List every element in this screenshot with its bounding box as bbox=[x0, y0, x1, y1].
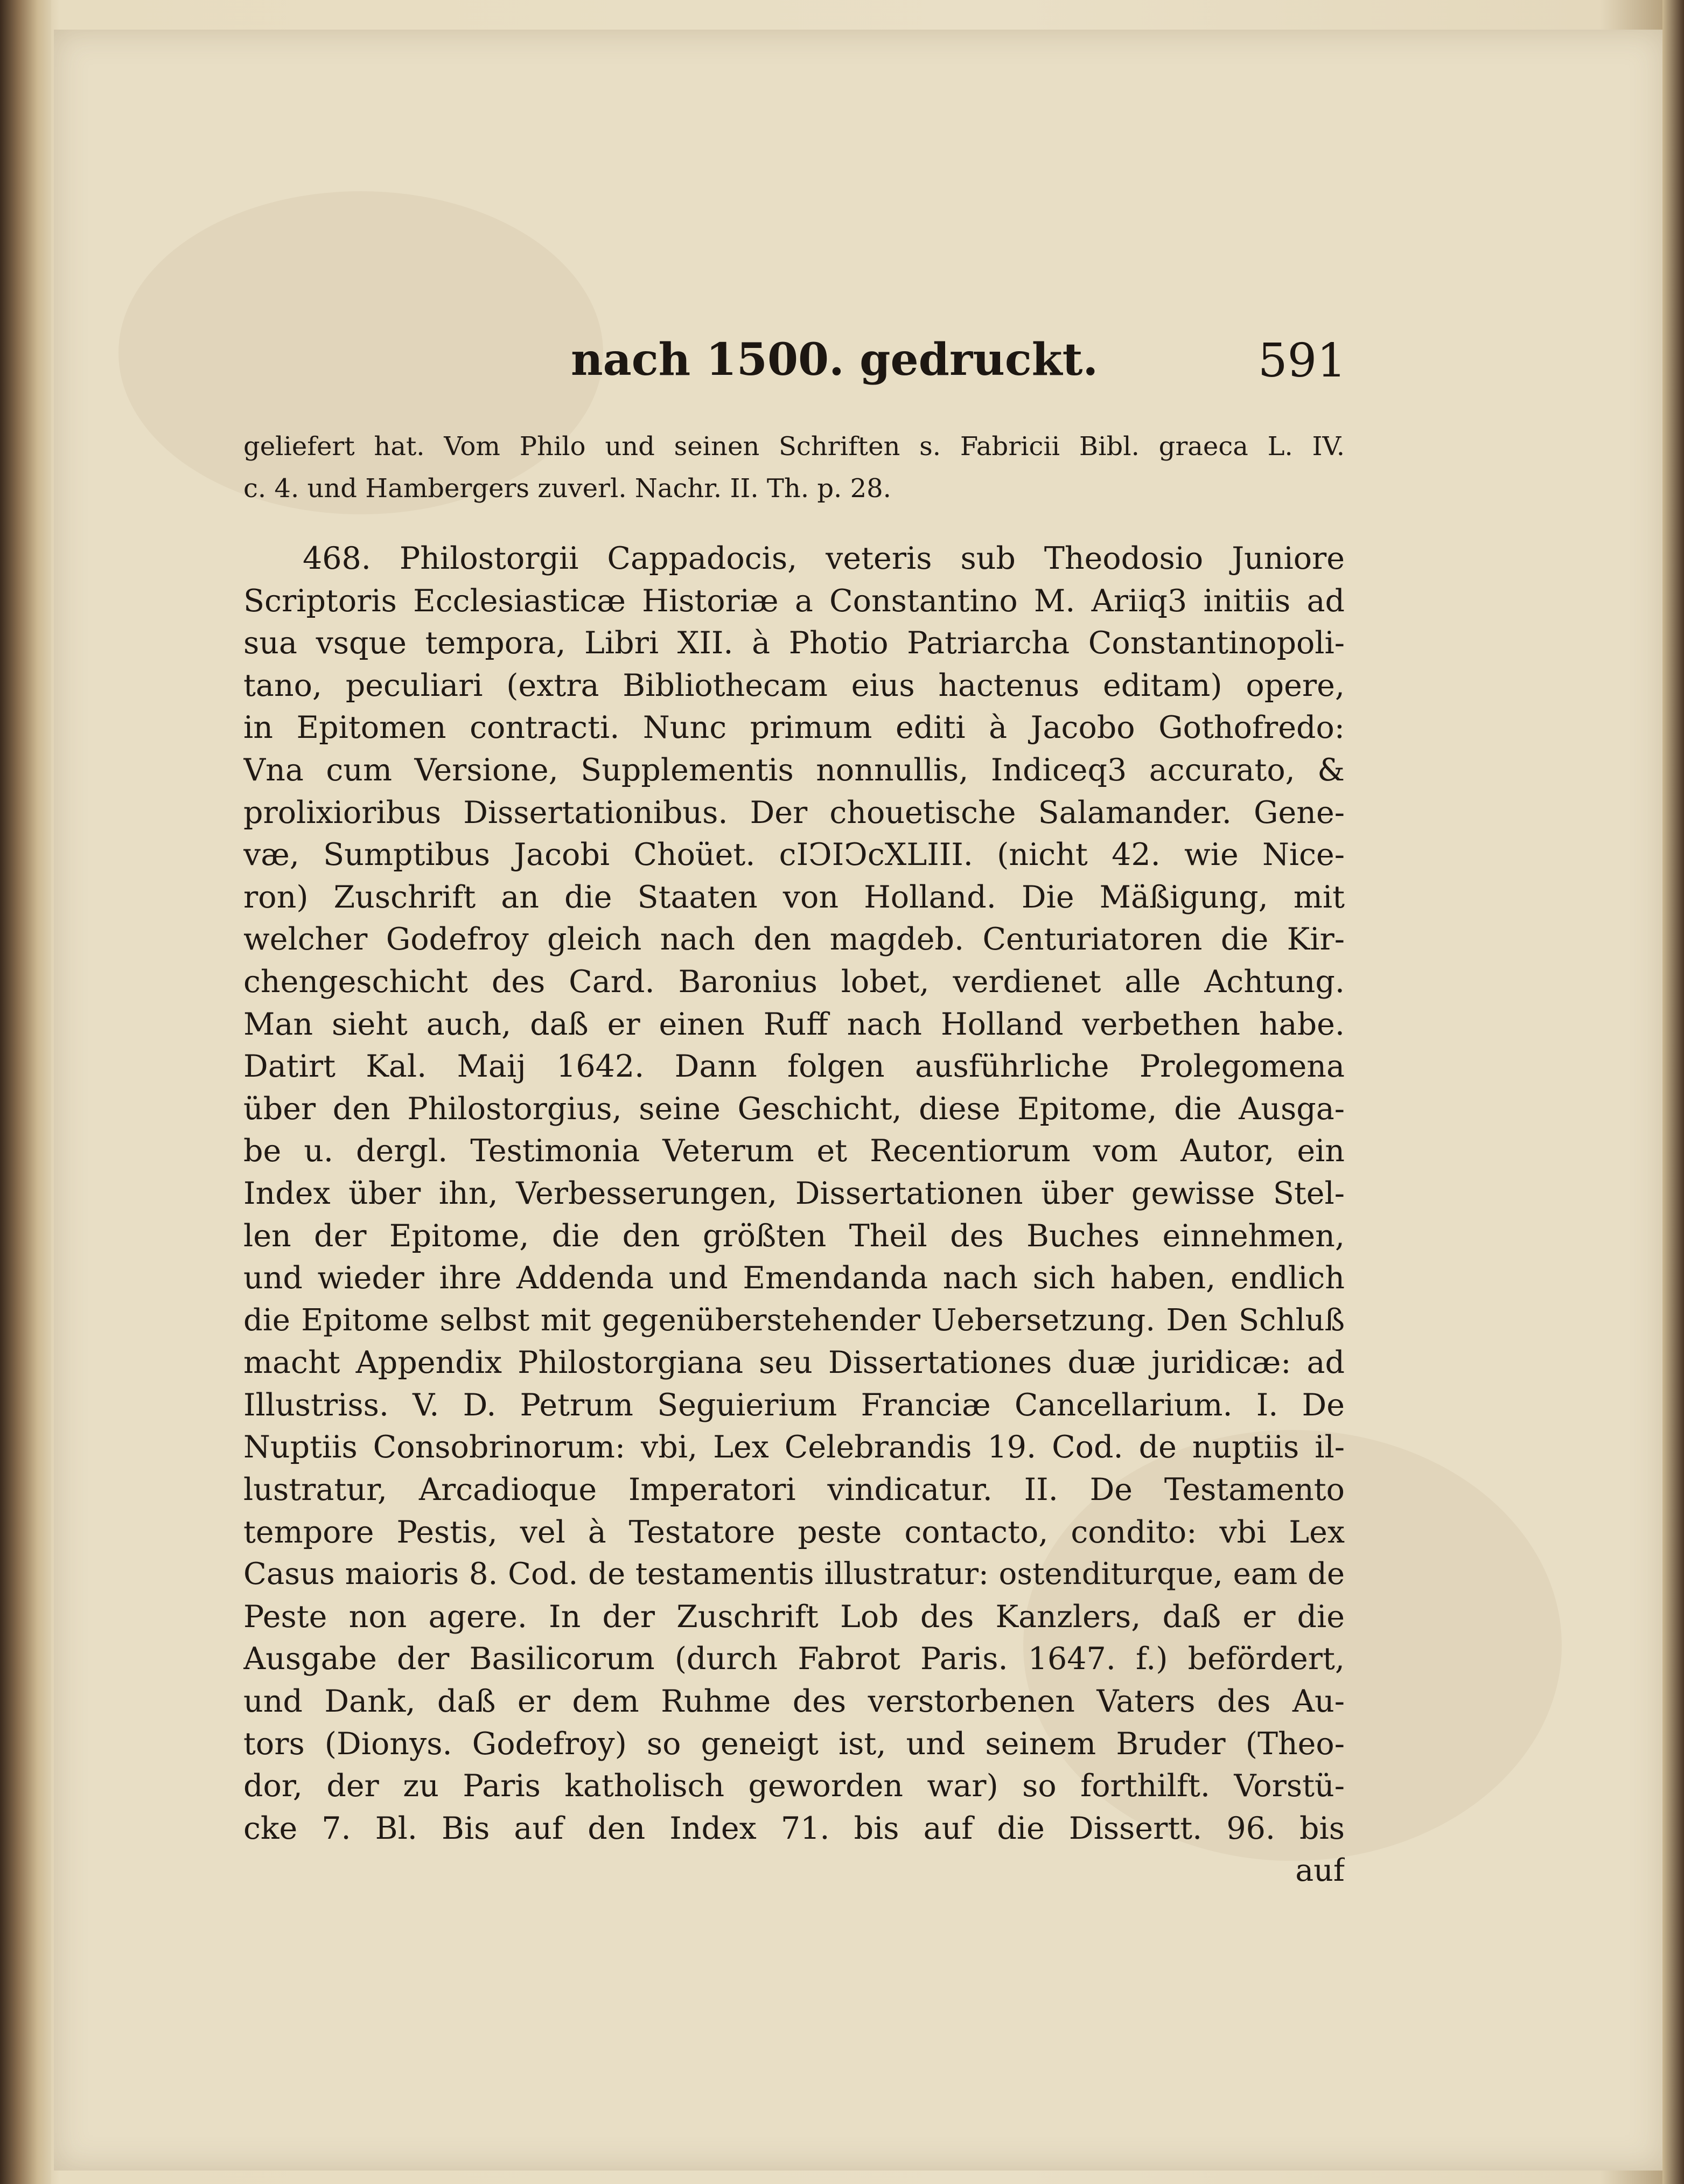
text-line: Nuptiis Consobrinorum: vbi, Lex Celebrandis 19. Cod. de nuptiis il- bbox=[243, 1429, 1345, 1466]
text-line: Index über ihn, Verbesserungen, Dissertationen über gewisse Stel- bbox=[243, 1175, 1345, 1211]
page-text bbox=[243, 425, 1345, 1892]
text-line: Illustriss. V. D. Petrum Seguierium Franciæ Cancellarium. I. De bbox=[243, 1387, 1345, 1423]
text-line: Ausgabe der Basilicorum (durch Fabrot Paris. 1647. f.) befördert, bbox=[243, 1641, 1345, 1677]
text-line: len der Epitome, die den größten Theil des Buches einnehmen, bbox=[243, 1218, 1345, 1254]
text-line: prolixioribus Dissertationibus. Der chouetische Salamander. Gene- bbox=[243, 794, 1345, 831]
text-line: tors (Dionys. Godefroy) so geneigt ist, und seinem Bruder (Theo- bbox=[243, 1726, 1345, 1762]
text-line: tano, peculiari (extra Bibliothecam eius hactenus editam) opere, bbox=[243, 667, 1345, 703]
right-page-edge bbox=[1662, 0, 1684, 2184]
text-line: in Epitomen contracti. Nunc primum editi à Jacobo Gothofredo: bbox=[243, 710, 1345, 746]
text-line: und wieder ihre Addenda und Emendanda nach sich haben, endlich bbox=[243, 1260, 1345, 1296]
text-line: Casus maioris 8. Cod. de testamentis illustratur: ostenditurque, eam de bbox=[243, 1557, 1345, 1592]
text-line: Man sieht auch, daß er einen Ruff nach Holland verbethen habe. bbox=[243, 1006, 1345, 1042]
text-line: lustratur, Arcadioque Imperatori vindicatur. II. De Testamento bbox=[243, 1472, 1345, 1508]
page-header bbox=[237, 334, 1346, 404]
text-line: 468. Philostorgii Cappadocis, veteris sub Theodosio Juniore bbox=[303, 541, 1345, 576]
catchword: auf bbox=[1295, 1853, 1345, 1889]
text-line: und Dank, daß er dem Ruhme des verstorbenen Vaters des Au- bbox=[243, 1684, 1345, 1720]
page-number: 591 bbox=[1257, 334, 1346, 388]
text-line: Peste non agere. In der Zuschrift Lob des Kanzlers, daß er die bbox=[243, 1599, 1345, 1635]
text-line: Scriptoris Ecclesiasticæ Historiæ a Constantino M. Ariiq3 initiis ad bbox=[243, 583, 1345, 619]
text-line: væ, Sumptibus Jacobi Choüet. cIↃIↃcXLIII. (nicht 42. wie Nice- bbox=[243, 837, 1345, 873]
text-line: tempore Pestis, vel à Testatore peste contacto, condito: vbi Lex bbox=[243, 1514, 1345, 1550]
text-line: welcher Godefroy gleich nach den magdeb. Centuriatoren die Kir- bbox=[243, 922, 1345, 958]
text-line: über den Philostorgius, seine Geschicht, diese Epitome, die Ausga- bbox=[243, 1091, 1345, 1127]
text-line: sua vsque tempora, Libri XII. à Photio Patriarcha Constantinopoli- bbox=[243, 625, 1345, 661]
text-line: dor, der zu Paris katholisch geworden war) so forthilft. Vorstü- bbox=[243, 1768, 1345, 1804]
text-line: Datirt Kal. Maij 1642. Dann folgen ausführliche Prolegomena bbox=[243, 1049, 1345, 1085]
bibliographic-entry-468 bbox=[243, 538, 1345, 1850]
text-line: cke 7. Bl. Bis auf den Index 71. bis auf die Dissertt. 96. bis bbox=[243, 1810, 1345, 1846]
text-line: Vna cum Versione, Supplementis nonnullis, Indiceq3 accurato, & bbox=[243, 752, 1345, 788]
text-line: ron) Zuschrift an die Staaten von Holland. Die Mäßigung, mit bbox=[243, 879, 1345, 915]
left-page-edge bbox=[0, 0, 51, 2184]
text-line: c. 4. und Hambergers zuverl. Nachr. II. Th. p. 28. bbox=[243, 473, 891, 504]
text-line: geliefert hat. Vom Philo und seinen Schriften s. Fabricii Bibl. graeca L. IV. bbox=[243, 431, 1345, 462]
running-title: nach 1500. gedruckt. bbox=[571, 334, 1098, 386]
text-line: be u. dergl. Testimonia Veterum et Recentiorum vom Autor, ein bbox=[243, 1133, 1345, 1169]
text-line: die Epitome selbst mit gegenüberstehender Uebersetzung. Den Schluß bbox=[243, 1302, 1345, 1338]
continuation-paragraph bbox=[243, 425, 1345, 510]
text-line: macht Appendix Philostorgiana seu Dissertationes duæ juridicæ: ad bbox=[243, 1345, 1345, 1381]
text-line: chengeschicht des Card. Baronius lobet, verdienet alle Achtung. bbox=[243, 964, 1345, 1000]
